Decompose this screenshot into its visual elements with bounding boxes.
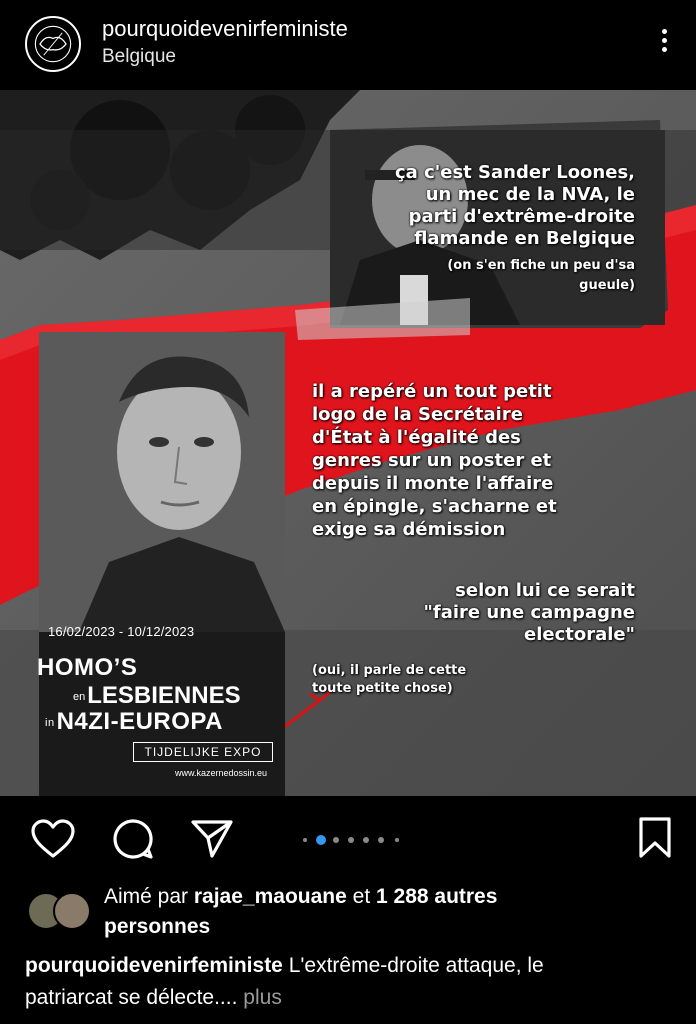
post-username[interactable]: pourquoidevenirfeministe <box>102 16 348 41</box>
caption-more-link[interactable]: plus <box>243 986 282 1009</box>
post-header <box>0 0 696 90</box>
carousel-dot <box>395 838 399 842</box>
send-icon[interactable] <box>190 818 234 860</box>
post-caption: pourquoidevenirfeministe L'extrême-droite attaque, le patriarcat se délecte.... plus <box>25 954 544 1009</box>
more-vertical-icon[interactable] <box>652 26 676 60</box>
bookmark-icon[interactable] <box>637 816 673 860</box>
poster-title-line2: enLESBIENNES <box>73 682 241 709</box>
quote-aside: (on s'en fiche un peu d'sa gueule) <box>447 258 635 293</box>
expo-poster <box>39 332 285 840</box>
poster-dates: 16/02/2023 - 10/12/2023 <box>48 624 195 639</box>
poster-title-line3: inN4ZI-EUROPA <box>45 708 223 735</box>
quote-campaign: selon lui ce serait "faire une campagne electorale" <box>423 580 635 645</box>
poster-expo-badge: TIJDELIJKE EXPO <box>133 742 273 762</box>
post-location[interactable]: Belgique <box>102 46 176 67</box>
carousel-dot-active <box>316 835 326 845</box>
likes-summary[interactable]: Aimé par rajae_maouane et 1 288 autres personnes <box>104 885 498 938</box>
heart-icon[interactable] <box>30 818 76 860</box>
carousel-dot <box>378 837 384 843</box>
quote-sander-loones: ça c'est Sander Loones, un mec de la NVA, le parti d'extrême-droite flamande en Belgique <box>395 162 635 249</box>
carousel-dot <box>333 837 339 843</box>
liker-avatar[interactable] <box>53 892 91 930</box>
quote-note: (oui, il parle de cette toute petite chose) <box>312 663 467 696</box>
quote-explanation: il a repéré un tout petit logo de la Secrétaire d'État à l'égalité des genres sur un poster et depuis il monte l'affaire en épingle, s'acharne et exige sa démission <box>312 381 557 540</box>
poster-url: www.kazernedossin.eu <box>175 768 268 778</box>
caption-username[interactable]: pourquoidevenirfeministe <box>25 954 283 977</box>
poster-title-line1: HOMO’S <box>37 654 138 681</box>
portrait-photo <box>39 332 285 632</box>
feminist-logo-avatar[interactable] <box>25 16 81 72</box>
post-image[interactable] <box>0 90 696 796</box>
carousel-dot <box>363 837 369 843</box>
comment-icon[interactable] <box>112 818 154 860</box>
carousel-dot <box>348 837 354 843</box>
carousel-dot <box>303 838 307 842</box>
